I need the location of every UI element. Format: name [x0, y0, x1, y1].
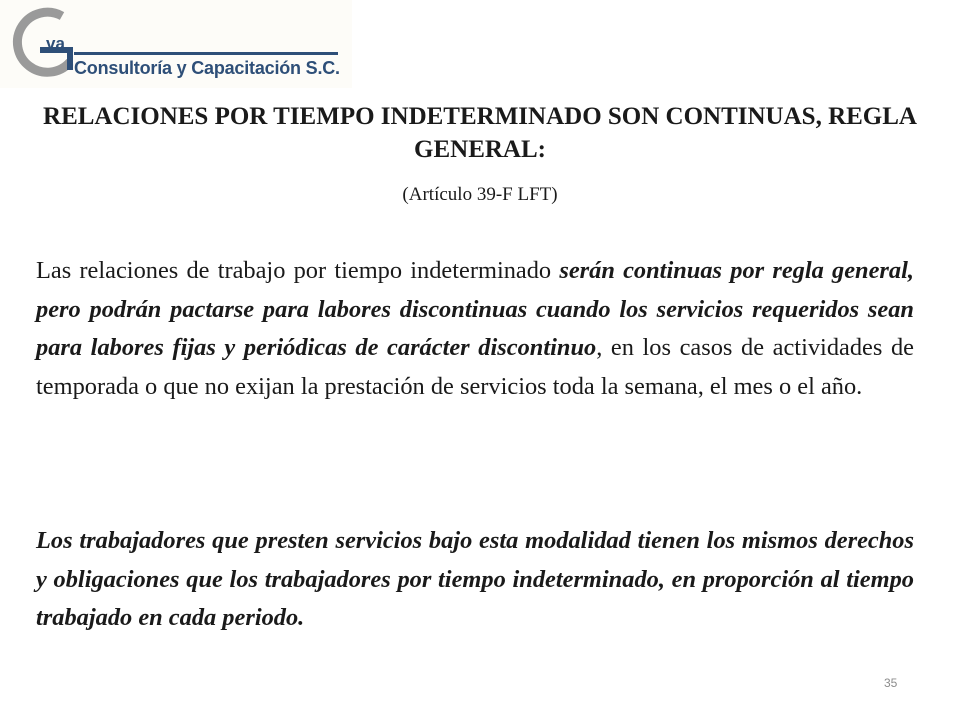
slide-subtitle: (Artículo 39-F LFT): [402, 184, 558, 205]
paragraph1-emphasis: serán continuas por regla general, pero podrán pactarse para labores discontinuas cuando los servicios requeridos sean para labores fijas y periódicas de carácter discontinuo: [36, 257, 914, 361]
logo-divider: [74, 52, 338, 55]
slide-title: RELACIONES POR TIEMPO INDETERMINADO SON CONTINUAS, REGLA GENERAL:: [43, 103, 917, 163]
paragraph-continuous-relations: [36, 252, 914, 406]
page-number: 35: [884, 676, 898, 690]
paragraph1-conclusion: , en los casos de actividades de temporada o que no exijan la prestación de servicios toda la semana, el mes o el año.: [36, 334, 914, 400]
logo-monogram: va: [46, 34, 65, 53]
paragraph-worker-rights: Los trabajadores que presten servicios bajo esta modalidad tienen los mismos derechos y obligaciones que los trabajadores por tiempo indeterminado, en proporción al tiempo trabajado en cada periodo.: [36, 527, 914, 631]
logo-company-name: Consultoría y Capacitación S.C.: [74, 58, 340, 78]
paragraph1-intro: Las relaciones de trabajo por tiempo indeterminado: [36, 257, 560, 284]
company-logo: [0, 0, 352, 88]
